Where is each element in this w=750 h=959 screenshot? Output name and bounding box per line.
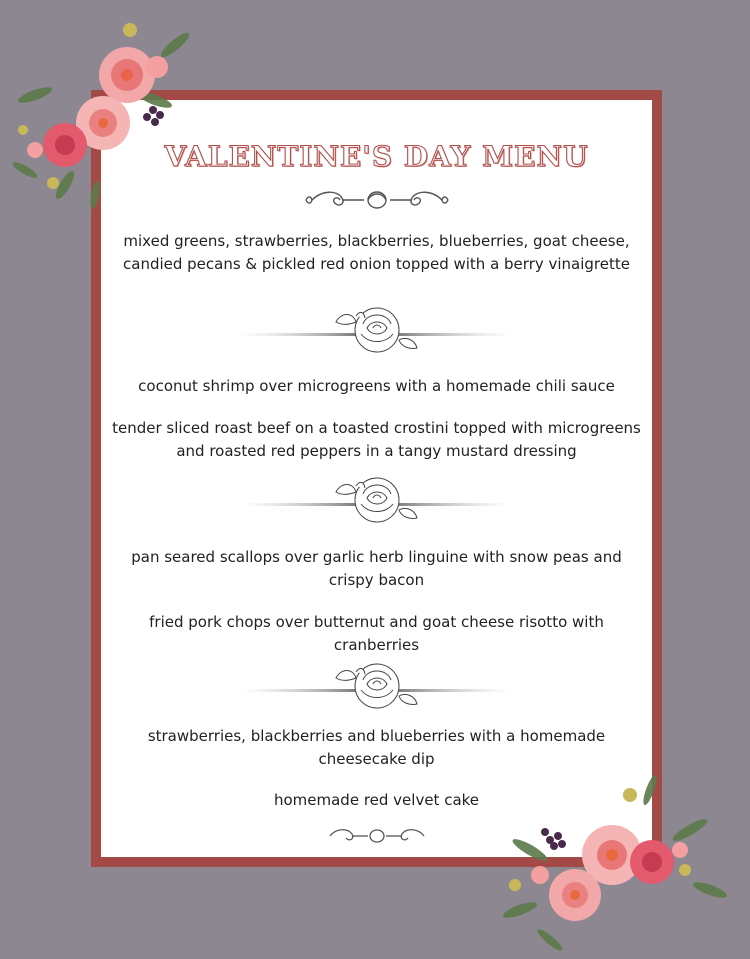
menu-item-shrimp: coconut shrimp over microgreens with a homemade chili sauce xyxy=(138,377,615,395)
rose-divider-icon xyxy=(101,656,652,716)
menu-item-berries: strawberries, blackberries and blueberries with a homemade cheesecake dip xyxy=(147,727,606,768)
rose-divider-icon xyxy=(101,300,652,360)
floral-corner-icon xyxy=(490,770,730,959)
menu-item-scallops: pan seared scallops over garlic herb linguine with snow peas and crispy bacon xyxy=(131,548,622,589)
menu-item-roast-beef: tender sliced roast beef on a toasted crostini topped with microgreens and roasted red peppers in a tangy mustard dressing xyxy=(112,419,641,460)
menu-item-cake: homemade red velvet cake xyxy=(273,791,480,809)
menu-item-salad: mixed greens, strawberries, blackberries, blueberries, goat cheese, candied pecans & pickled red onion topped with a berry vinaigrette xyxy=(123,232,630,273)
rose-divider-icon xyxy=(101,470,652,530)
menu-item-pork-chops: fried pork chops over butternut and goat cheese risotto with cranberries xyxy=(149,613,604,654)
floral-corner-icon xyxy=(5,5,205,219)
menu-title: VALENTINE'S DAY MENU xyxy=(164,140,589,173)
